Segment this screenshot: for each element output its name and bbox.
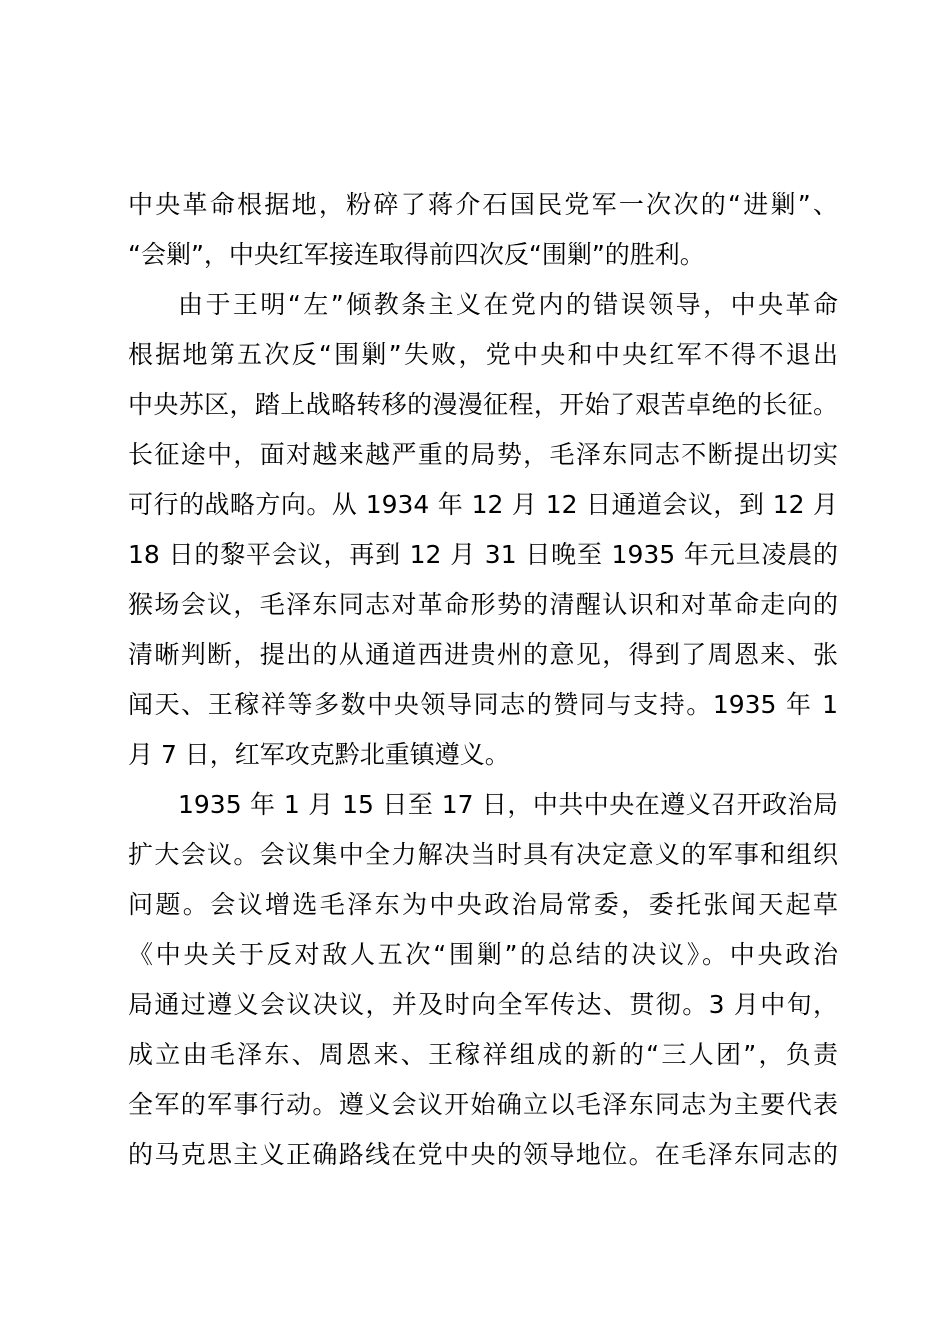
paragraph-3: [128, 780, 838, 1180]
text-line: 中央苏区，踏上战略转移的漫漫征程，开始了艰苦卓绝的长征。: [128, 390, 838, 419]
text-line: 清晰判断，提出的从通道西进贵州的意见，得到了周恩来、张: [128, 640, 838, 669]
text-line: 成立由毛泽东、周恩来、王稼祥组成的新的“三人团”，负责: [128, 1040, 838, 1069]
document-page: [128, 180, 838, 1180]
text-line: 局通过遵义会议决议，并及时向全军传达、贯彻。3 月中旬，: [128, 990, 838, 1019]
text-line: “会剿”，中央红军接连取得前四次反“围剿”的胜利。: [128, 240, 705, 269]
text-line: 可行的战略方向。从 1934 年 12 月 12 日通道会议，到 12 月: [128, 490, 838, 519]
text-line: 猴场会议，毛泽东同志对革命形势的清醒认识和对革命走向的: [128, 590, 838, 619]
text-line: 闻天、王稼祥等多数中央领导同志的赞同与支持。1935 年 1: [128, 690, 838, 719]
text-line: 《中央关于反对敌人五次“围剿”的总结的决议》。中央政治: [128, 940, 838, 969]
text-line: 18 日的黎平会议，再到 12 月 31 日晚至 1935 年元旦凌晨的: [128, 540, 838, 569]
paragraph-2: [128, 280, 838, 780]
text-line: 根据地第五次反“围剿”失败，党中央和中央红军不得不退出: [128, 340, 838, 369]
text-line: 的马克思主义正确路线在党中央的领导地位。在毛泽东同志的: [128, 1140, 838, 1169]
text-line: 全军的军事行动。遵义会议开始确立以毛泽东同志为主要代表: [128, 1090, 838, 1119]
text-line: 由于王明“左”倾教条主义在党内的错误领导，中央革命: [178, 290, 838, 319]
text-line: 1935 年 1 月 15 日至 17 日，中共中央在遵义召开政治局: [178, 790, 838, 819]
text-line: 中央革命根据地，粉碎了蒋介石国民党军一次次的“进剿”、: [128, 190, 838, 219]
text-line: 扩大会议。会议集中全力解决当时具有决定意义的军事和组织: [128, 840, 838, 869]
text-line: 月 7 日，红军攻克黔北重镇遵义。: [128, 740, 510, 769]
text-line: 长征途中，面对越来越严重的局势，毛泽东同志不断提出切实: [128, 440, 838, 469]
paragraph-1: [128, 180, 838, 280]
text-line: 问题。会议增选毛泽东为中央政治局常委，委托张闻天起草: [128, 890, 838, 919]
